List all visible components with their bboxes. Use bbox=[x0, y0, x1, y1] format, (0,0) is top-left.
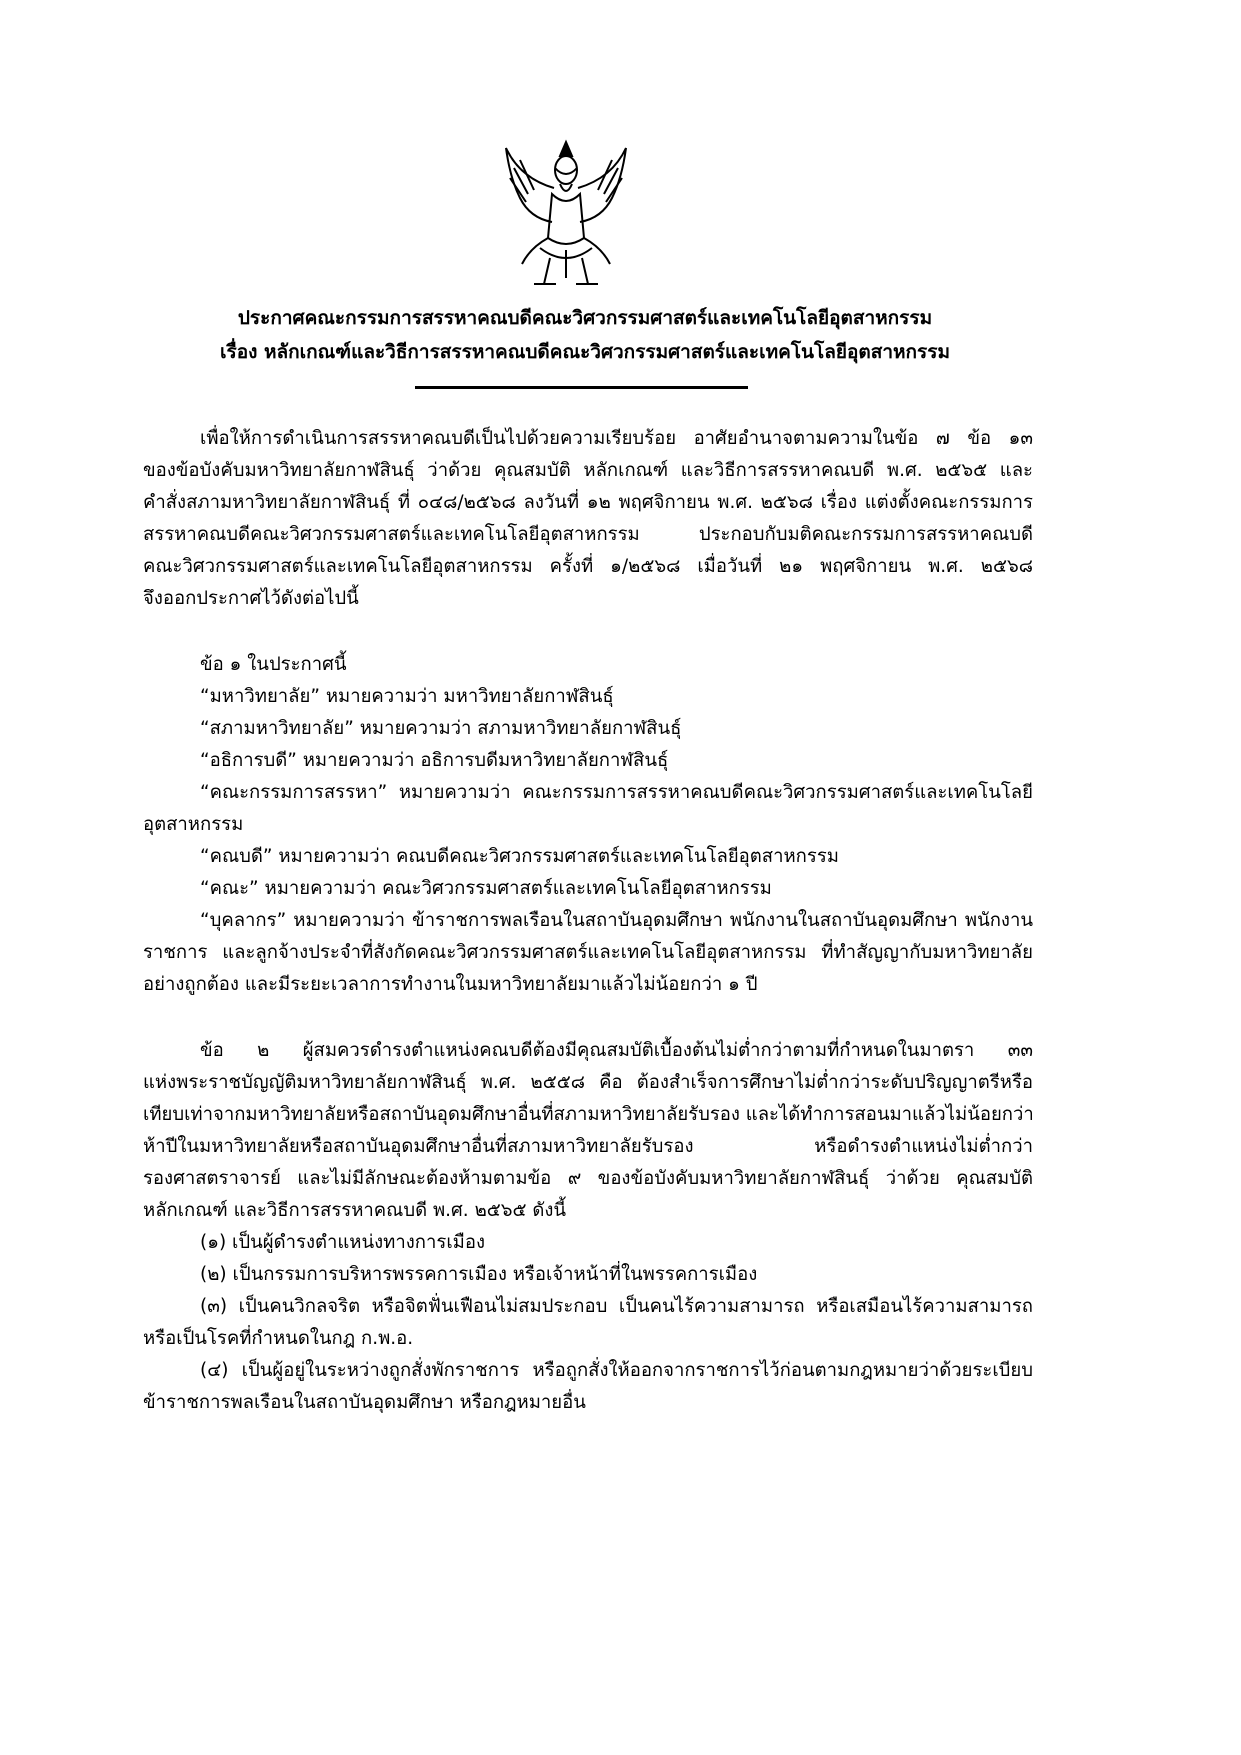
paragraph-1 bbox=[143, 423, 1033, 615]
text-line: “อธิการบดี” หมายความว่า อธิการบดีมหาวิทยาลัยกาฬสินธุ์ bbox=[200, 750, 669, 771]
text-line: คำสั่งสภามหาวิทยาลัยกาฬสินธุ์ ที่ ๐๔๘/๒๕๖๘ ลงวันที่ ๑๒ พฤศจิกายน พ.ศ. ๒๕๖๘ เรื่อง แต่งตั้งคณะกรรมการ bbox=[143, 492, 1033, 513]
text-line: ของข้อบังคับมหาวิทยาลัยกาฬสินธุ์ ว่าด้วย คุณสมบัติ หลักเกณฑ์ และวิธีการสรรหาคณบดี พ.ศ. ๒๕๖๕ และ bbox=[143, 460, 1033, 481]
text-line: “มหาวิทยาลัย” หมายความว่า มหาวิทยาลัยกาฬสินธุ์ bbox=[200, 686, 614, 707]
text-line: (๒) เป็นกรรมการบริหารพรรคการเมือง หรือเจ้าหน้าที่ในพรรคการเมือง bbox=[200, 1264, 758, 1285]
garuda-emblem-icon bbox=[500, 138, 632, 288]
paragraph-2 bbox=[143, 649, 1033, 1001]
paragraph-3 bbox=[143, 1035, 1033, 1419]
text-line: ข้าราชการพลเรือนในสถาบันอุดมศึกษา หรือกฎหมายอื่น bbox=[143, 1392, 586, 1413]
text-line: สรรหาคณบดีคณะวิศวกรรมศาสตร์และเทคโนโลยีอุตสาหกรรม ประกอบกับมติคณะกรรมการสรรหาคณบดี bbox=[143, 524, 1033, 545]
text-line: (๑) เป็นผู้ดำรงตำแหน่งทางการเมือง bbox=[200, 1232, 485, 1253]
text-line: “สภามหาวิทยาลัย” หมายความว่า สภามหาวิทยาลัยกาฬสินธุ์ bbox=[200, 718, 682, 739]
text-line: ข้อ ๑ ในประกาศนี้ bbox=[200, 654, 347, 675]
text-line: อย่างถูกต้อง และมีระยะเวลาการทำงานในมหาวิทยาลัยมาแล้วไม่น้อยกว่า ๑ ปี bbox=[143, 974, 758, 995]
text-line: หลักเกณฑ์ และวิธีการสรรหาคณบดี พ.ศ. ๒๕๖๕ ดังนี้ bbox=[143, 1200, 567, 1221]
document-body bbox=[143, 423, 1033, 1419]
text-line: “บุคลากร” หมายความว่า ข้าราชการพลเรือนในสถาบันอุดมศึกษา พนักงานในสถาบันอุดมศึกษา พนักงาน bbox=[200, 910, 1033, 931]
text-line: ราชการ และลูกจ้างประจำที่สังกัดคณะวิศวกรรมศาสตร์และเทคโนโลยีอุตสาหกรรม ที่ทำสัญญากับมหาวิทยาลัย bbox=[143, 942, 1033, 963]
text-line: เพื่อให้การดำเนินการสรรหาคณบดีเป็นไปด้วยความเรียบร้อย อาศัยอำนาจตามความในข้อ ๗ ข้อ ๑๓ bbox=[200, 428, 1033, 449]
text-line: หรือเป็นโรคที่กำหนดในกฎ ก.พ.อ. bbox=[143, 1328, 414, 1349]
text-line: “คณะกรรมการสรรหา” หมายความว่า คณะกรรมการสรรหาคณบดีคณะวิศวกรรมศาสตร์และเทคโนโลยี bbox=[200, 782, 1033, 803]
text-line: “คณบดี” หมายความว่า คณบดีคณะวิศวกรรมศาสตร์และเทคโนโลยีอุตสาหกรรม bbox=[200, 846, 839, 867]
text-line: รองศาสตราจารย์ และไม่มีลักษณะต้องห้ามตามข้อ ๙ ของข้อบังคับมหาวิทยาลัยกาฬสินธุ์ ว่าด้วย คุณสมบัติ bbox=[143, 1168, 1033, 1189]
text-line: แห่งพระราชบัญญัติมหาวิทยาลัยกาฬสินธุ์ พ.ศ. ๒๕๕๘ คือ ต้องสำเร็จการศึกษาไม่ต่ำกว่าระดับปริญญาตรีหรือ bbox=[143, 1072, 1033, 1093]
text-line: (๓) เป็นคนวิกลจริต หรือจิตฟั่นเฟือนไม่สมประกอบ เป็นคนไร้ความสามารถ หรือเสมือนไร้ความสามารถ bbox=[200, 1296, 1033, 1317]
text-line: ข้อ ๒ ผู้สมควรดำรงตำแหน่งคณบดีต้องมีคุณสมบัติเบื้องต้นไม่ต่ำกว่าตามที่กำหนดในมาตรา ๓๓ bbox=[200, 1040, 1033, 1061]
announcement-subject: เรื่อง หลักเกณฑ์และวิธีการสรรหาคณบดีคณะวิศวกรรมศาสตร์และเทคโนโลยีอุตสาหกรรม bbox=[220, 341, 950, 363]
announcement-title: ประกาศคณะกรรมการสรรหาคณบดีคณะวิศวกรรมศาสตร์และเทคโนโลยีอุตสาหกรรม bbox=[237, 307, 933, 329]
text-line: ห้าปีในมหาวิทยาลัยหรือสถาบันอุดมศึกษาอื่นที่สภามหาวิทยาลัยรับรอง หรือดำรงตำแหน่งไม่ต่ำกว่า bbox=[143, 1136, 1033, 1157]
text-line: จึงออกประกาศไว้ดังต่อไปนี้ bbox=[143, 588, 359, 609]
text-line: เทียบเท่าจากมหาวิทยาลัยหรือสถาบันอุดมศึกษาอื่นที่สภามหาวิทยาลัยรับรอง และได้ทำการสอนมาแล้วไม่น้อยกว่า bbox=[143, 1104, 1034, 1125]
text-line: (๔) เป็นผู้อยู่ในระหว่างถูกสั่งพักราชการ หรือถูกสั่งให้ออกจากราชการไว้ก่อนตามกฎหมายว่าด้วยระเบียบ bbox=[200, 1360, 1033, 1381]
text-line: คณะวิศวกรรมศาสตร์และเทคโนโลยีอุตสาหกรรม ครั้งที่ ๑/๒๕๖๘ เมื่อวันที่ ๒๑ พฤศจิกายน พ.ศ. ๒๕๖๘ bbox=[143, 556, 1033, 577]
text-line: อุตสาหกรรม bbox=[143, 814, 244, 835]
title-divider bbox=[415, 386, 748, 389]
text-line: “คณะ” หมายความว่า คณะวิศวกรรมศาสตร์และเทคโนโลยีอุตสาหกรรม bbox=[200, 878, 772, 899]
